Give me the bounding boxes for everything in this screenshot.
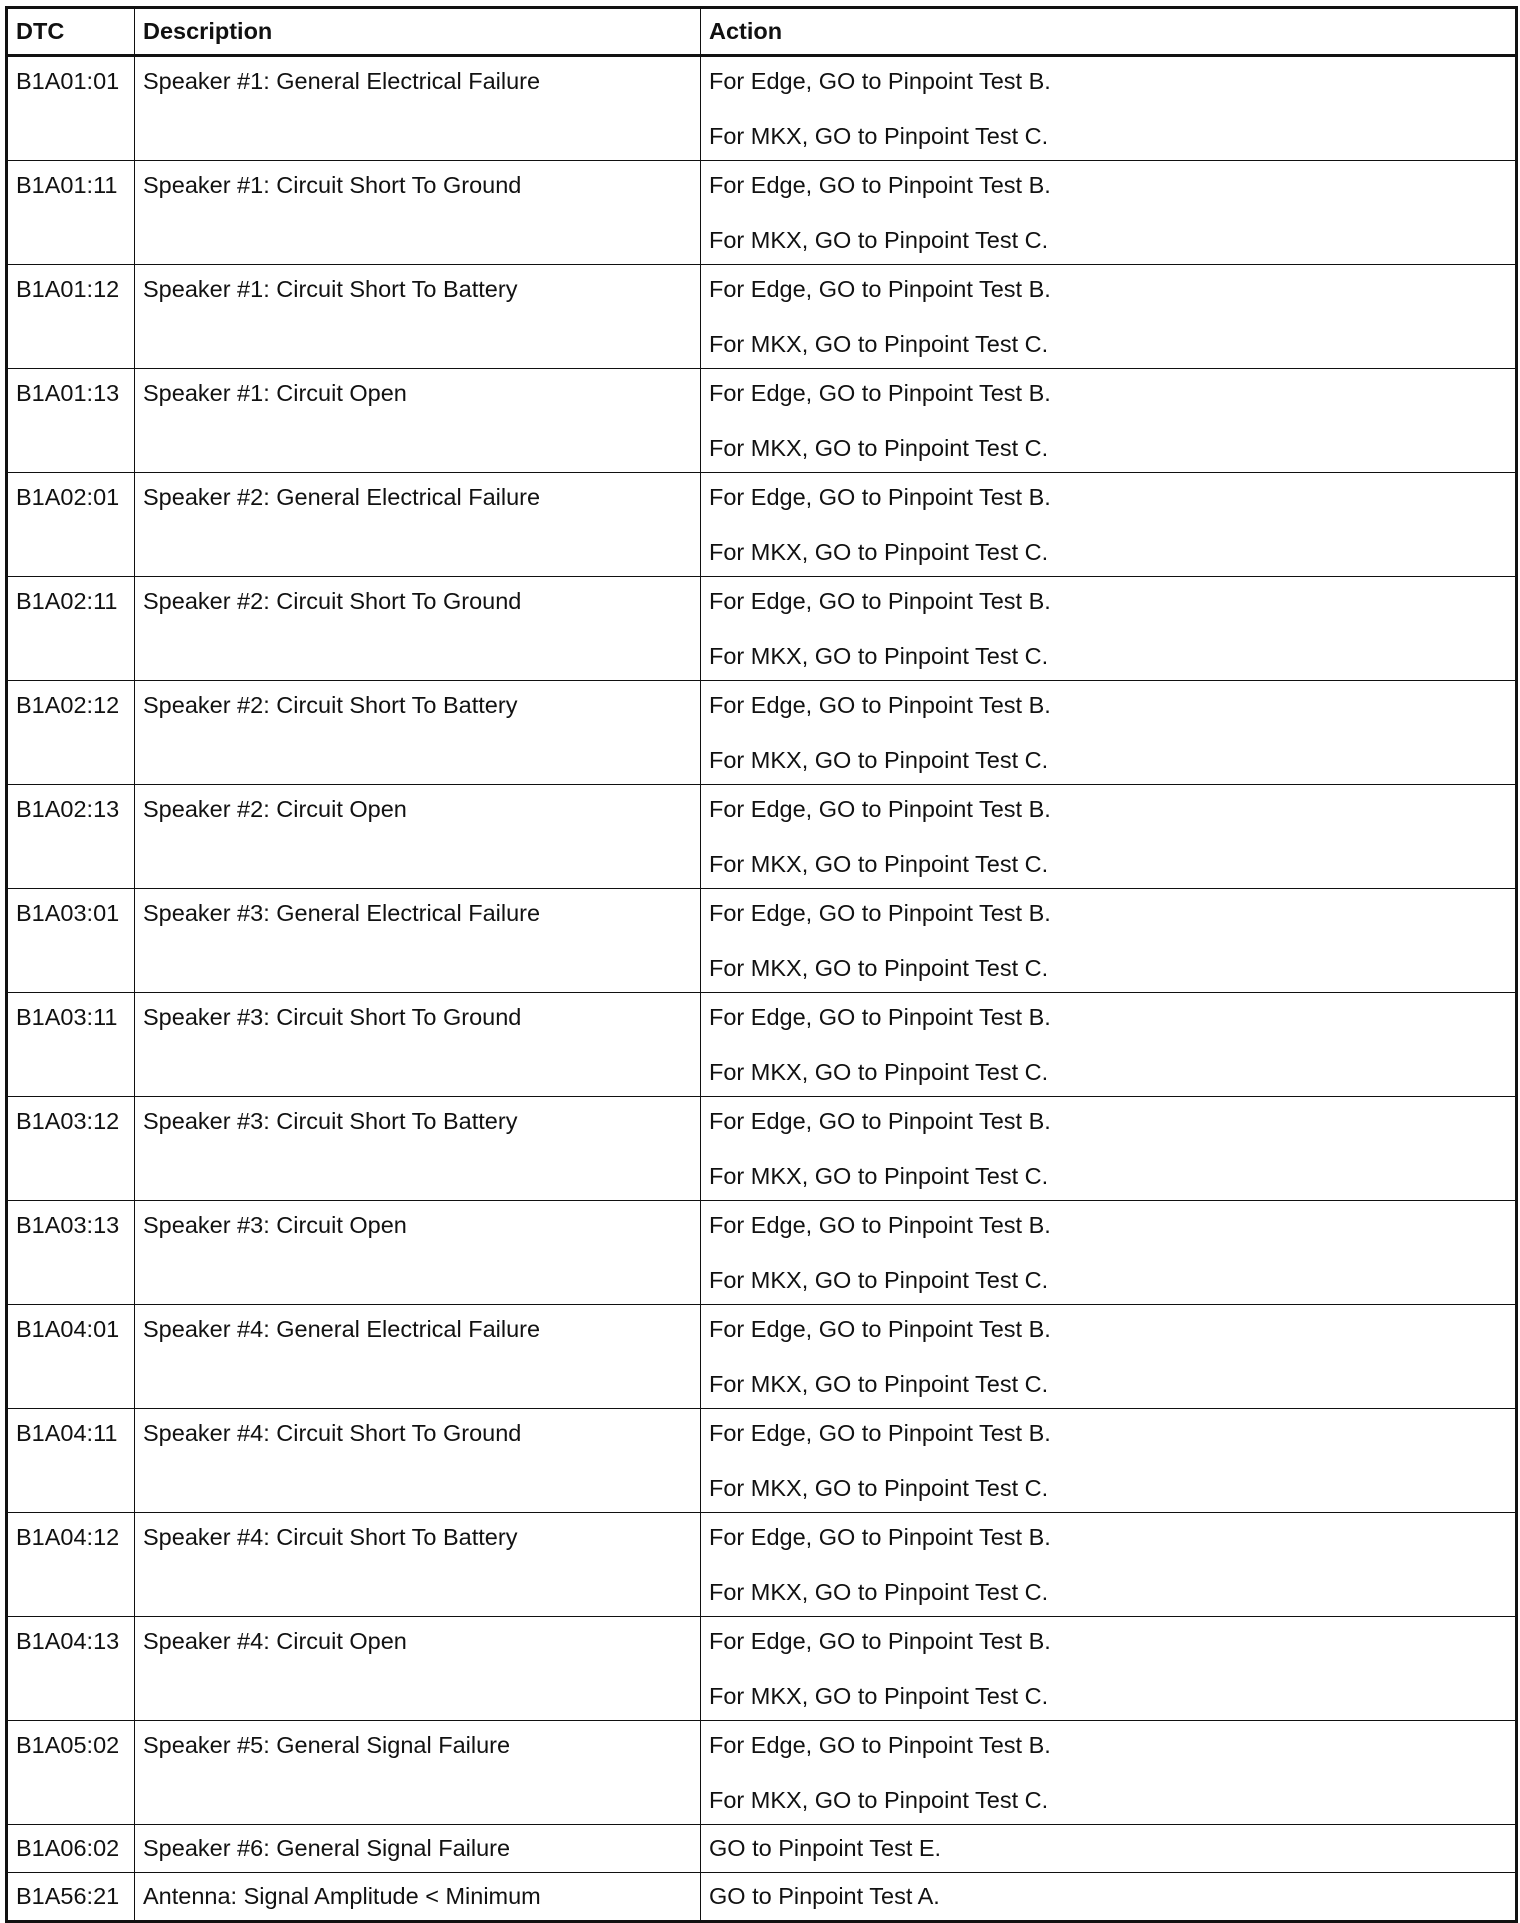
dtc-code: B1A56:21: [16, 1882, 120, 1909]
dtc-code: B1A03:12: [16, 1108, 120, 1134]
action-text: For MKX, GO to Pinpoint Test C.: [709, 1474, 1049, 1501]
table-row: [7, 1873, 1517, 1922]
dtc-code: B1A02:13: [16, 796, 120, 822]
dtc-code: B1A04:13: [16, 1628, 120, 1654]
action-text: For Edge, GO to Pinpoint Test B.: [709, 276, 1051, 302]
description-cell: [135, 1617, 701, 1721]
description-cell: [135, 265, 701, 369]
action-text: For Edge, GO to Pinpoint Test B.: [709, 1212, 1051, 1238]
table-row: [7, 1825, 1517, 1873]
action-cell: [701, 681, 1517, 785]
dtc-cell: [7, 56, 135, 161]
action-text: GO to Pinpoint Test A.: [709, 1882, 940, 1909]
description-cell: [135, 1825, 701, 1873]
dtc-code: B1A06:02: [16, 1834, 120, 1861]
description-text: Speaker #3: General Electrical Failure: [143, 900, 541, 926]
action-cell: [701, 1825, 1517, 1873]
table-row: [7, 993, 1517, 1097]
table-row: [7, 161, 1517, 265]
dtc-code: B1A01:01: [16, 68, 120, 94]
action-cell: [701, 1617, 1517, 1721]
action-cell: [701, 1201, 1517, 1305]
action-text: For Edge, GO to Pinpoint Test B.: [709, 900, 1051, 926]
description-cell: [135, 1721, 701, 1825]
description-cell: [135, 1513, 701, 1617]
action-text: For MKX, GO to Pinpoint Test C.: [709, 1578, 1049, 1605]
dtc-code: B1A01:12: [16, 276, 120, 302]
table-body: [7, 56, 1517, 1922]
description-text: Speaker #6: General Signal Failure: [143, 1834, 511, 1861]
dtc-cell: [7, 1873, 135, 1922]
table-row: [7, 473, 1517, 577]
description-cell: [135, 161, 701, 265]
description-text: Speaker #1: General Electrical Failure: [143, 68, 541, 94]
action-text: For Edge, GO to Pinpoint Test B.: [709, 484, 1051, 510]
action-text: For Edge, GO to Pinpoint Test B.: [709, 1524, 1051, 1550]
action-cell: [701, 56, 1517, 161]
dtc-cell: [7, 1721, 135, 1825]
action-text: For MKX, GO to Pinpoint Test C.: [709, 642, 1049, 669]
description-text: Speaker #1: Circuit Short To Battery: [143, 276, 518, 302]
description-cell: [135, 56, 701, 161]
description-text: Speaker #3: Circuit Open: [143, 1212, 407, 1238]
description-text: Speaker #3: Circuit Short To Ground: [143, 1004, 522, 1030]
table-row: [7, 1201, 1517, 1305]
description-text: Speaker #4: General Electrical Failure: [143, 1316, 541, 1342]
dtc-cell: [7, 1305, 135, 1409]
action-cell: [701, 265, 1517, 369]
action-text: For Edge, GO to Pinpoint Test B.: [709, 1420, 1051, 1446]
description-cell: [135, 1201, 701, 1305]
dtc-cell: [7, 681, 135, 785]
table-row: [7, 785, 1517, 889]
dtc-cell: [7, 1513, 135, 1617]
table-row: [7, 1721, 1517, 1825]
action-text: For Edge, GO to Pinpoint Test B.: [709, 1004, 1051, 1030]
description-cell: [135, 1097, 701, 1201]
action-text: For MKX, GO to Pinpoint Test C.: [709, 1786, 1049, 1813]
table-row: [7, 1097, 1517, 1201]
action-text: For MKX, GO to Pinpoint Test C.: [709, 1266, 1049, 1293]
action-text: For MKX, GO to Pinpoint Test C.: [709, 850, 1049, 877]
description-text: Speaker #2: Circuit Short To Ground: [143, 588, 522, 614]
action-text: For Edge, GO to Pinpoint Test B.: [709, 1732, 1051, 1758]
header-dtc: DTC: [7, 8, 135, 56]
action-cell: [701, 1097, 1517, 1201]
action-text: For Edge, GO to Pinpoint Test B.: [709, 68, 1051, 94]
action-text: For Edge, GO to Pinpoint Test B.: [709, 172, 1051, 198]
dtc-code: B1A03:13: [16, 1212, 120, 1238]
action-text: For Edge, GO to Pinpoint Test B.: [709, 380, 1051, 406]
action-text: For Edge, GO to Pinpoint Test B.: [709, 1316, 1051, 1342]
action-text: For Edge, GO to Pinpoint Test B.: [709, 588, 1051, 614]
dtc-cell: [7, 1617, 135, 1721]
description-text: Speaker #4: Circuit Open: [143, 1628, 407, 1654]
description-text: Speaker #2: General Electrical Failure: [143, 484, 541, 510]
table-header-row: [7, 8, 1517, 56]
description-cell: [135, 785, 701, 889]
description-text: Speaker #4: Circuit Short To Battery: [143, 1524, 518, 1550]
dtc-code: B1A04:12: [16, 1524, 120, 1550]
action-cell: [701, 1409, 1517, 1513]
action-cell: [701, 473, 1517, 577]
action-cell: [701, 785, 1517, 889]
description-cell: [135, 577, 701, 681]
description-text: Speaker #1: Circuit Short To Ground: [143, 172, 522, 198]
dtc-cell: [7, 889, 135, 993]
description-cell: [135, 889, 701, 993]
description-cell: [135, 1873, 701, 1922]
action-text: For MKX, GO to Pinpoint Test C.: [709, 1162, 1049, 1189]
dtc-cell: [7, 369, 135, 473]
dtc-cell: [7, 1097, 135, 1201]
action-cell: [701, 993, 1517, 1097]
action-text: For MKX, GO to Pinpoint Test C.: [709, 954, 1049, 981]
table-row: [7, 1409, 1517, 1513]
table-row: [7, 265, 1517, 369]
action-text: For MKX, GO to Pinpoint Test C.: [709, 1370, 1049, 1397]
table-row: [7, 1513, 1517, 1617]
dtc-table: [5, 6, 1518, 1923]
dtc-cell: [7, 161, 135, 265]
action-text: For Edge, GO to Pinpoint Test B.: [709, 1628, 1051, 1654]
action-cell: [701, 161, 1517, 265]
description-cell: [135, 369, 701, 473]
action-text: For MKX, GO to Pinpoint Test C.: [709, 1682, 1049, 1709]
description-text: Antenna: Signal Amplitude < Minimum: [143, 1882, 541, 1909]
action-cell: [701, 1721, 1517, 1825]
dtc-cell: [7, 993, 135, 1097]
dtc-code: B1A03:01: [16, 900, 120, 926]
table-row: [7, 1617, 1517, 1721]
description-cell: [135, 681, 701, 785]
dtc-code: B1A02:11: [16, 588, 118, 614]
description-text: Speaker #5: General Signal Failure: [143, 1732, 511, 1758]
action-cell: [701, 577, 1517, 681]
description-text: Speaker #1: Circuit Open: [143, 380, 407, 406]
action-cell: [701, 889, 1517, 993]
table-row: [7, 681, 1517, 785]
action-text: For MKX, GO to Pinpoint Test C.: [709, 538, 1049, 565]
action-text: GO to Pinpoint Test E.: [709, 1834, 942, 1861]
table-row: [7, 56, 1517, 161]
action-cell: [701, 1513, 1517, 1617]
dtc-cell: [7, 1825, 135, 1873]
action-cell: [701, 369, 1517, 473]
action-cell: [701, 1873, 1517, 1922]
dtc-cell: [7, 265, 135, 369]
description-text: Speaker #2: Circuit Open: [143, 796, 407, 822]
table-row: [7, 889, 1517, 993]
action-text: For MKX, GO to Pinpoint Test C.: [709, 434, 1049, 461]
header-description: Description: [135, 8, 701, 56]
dtc-cell: [7, 577, 135, 681]
dtc-code: B1A03:11: [16, 1004, 118, 1030]
description-cell: [135, 1409, 701, 1513]
action-text: For MKX, GO to Pinpoint Test C.: [709, 122, 1049, 149]
dtc-code: B1A01:13: [16, 380, 120, 406]
action-text: For MKX, GO to Pinpoint Test C.: [709, 746, 1049, 773]
action-text: For MKX, GO to Pinpoint Test C.: [709, 1058, 1049, 1085]
dtc-code: B1A02:12: [16, 692, 120, 718]
action-text: For Edge, GO to Pinpoint Test B.: [709, 692, 1051, 718]
description-cell: [135, 993, 701, 1097]
description-cell: [135, 1305, 701, 1409]
action-cell: [701, 1305, 1517, 1409]
description-cell: [135, 473, 701, 577]
dtc-code: B1A02:01: [16, 484, 120, 510]
dtc-cell: [7, 473, 135, 577]
table-row: [7, 369, 1517, 473]
dtc-code: B1A05:02: [16, 1732, 120, 1758]
table-row: [7, 1305, 1517, 1409]
action-text: For MKX, GO to Pinpoint Test C.: [709, 226, 1049, 253]
action-text: For Edge, GO to Pinpoint Test B.: [709, 796, 1051, 822]
dtc-cell: [7, 785, 135, 889]
dtc-code: B1A04:01: [16, 1316, 120, 1342]
table-row: [7, 577, 1517, 681]
dtc-cell: [7, 1201, 135, 1305]
dtc-code: B1A04:11: [16, 1420, 118, 1446]
description-text: Speaker #4: Circuit Short To Ground: [143, 1420, 522, 1446]
dtc-cell: [7, 1409, 135, 1513]
dtc-code: B1A01:11: [16, 172, 118, 198]
action-text: For MKX, GO to Pinpoint Test C.: [709, 330, 1049, 357]
header-action: Action: [701, 8, 1517, 56]
description-text: Speaker #3: Circuit Short To Battery: [143, 1108, 518, 1134]
description-text: Speaker #2: Circuit Short To Battery: [143, 692, 518, 718]
action-text: For Edge, GO to Pinpoint Test B.: [709, 1108, 1051, 1134]
